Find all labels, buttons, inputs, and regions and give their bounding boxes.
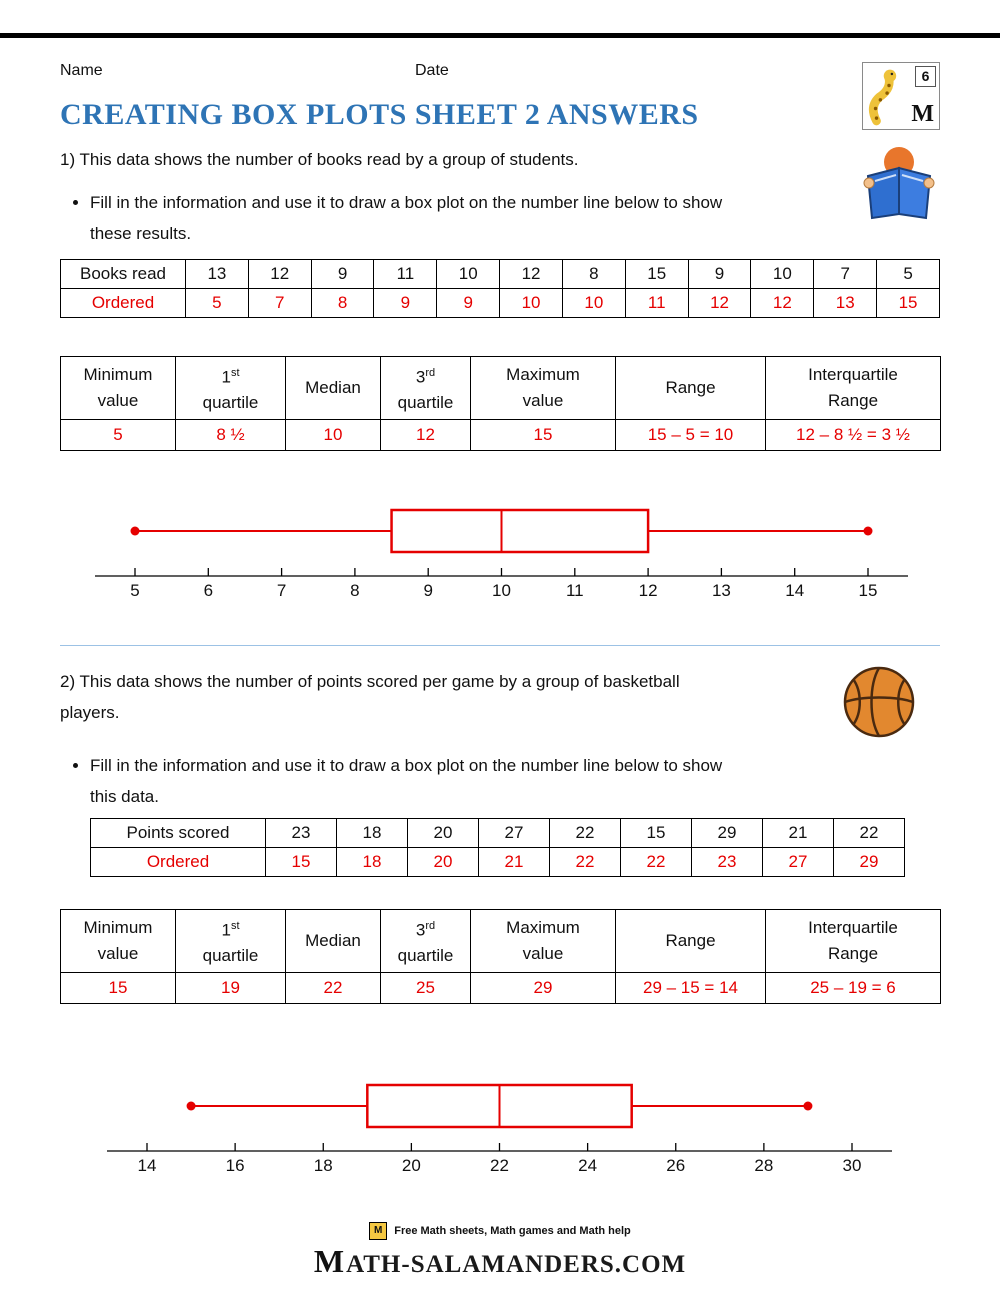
table-cell: 12 xyxy=(688,289,751,318)
content xyxy=(0,38,1000,1280)
max-dot xyxy=(803,1102,812,1111)
stat-value: 5 xyxy=(61,420,176,451)
axis-tick-label: 7 xyxy=(276,581,287,600)
date-label: Date xyxy=(415,62,449,79)
stat-value: 29 xyxy=(471,973,616,1004)
footer-tagline: Free Math sheets, Math games and Math help xyxy=(394,1225,631,1237)
stats-values-row xyxy=(61,973,941,1004)
table-cell: 13 xyxy=(814,289,877,318)
stat-value: 29 – 15 = 14 xyxy=(616,973,766,1004)
axis-tick-label: 28 xyxy=(754,1156,774,1175)
table-cell: 12 xyxy=(751,289,814,318)
row-label: Ordered xyxy=(61,289,186,318)
footer xyxy=(60,1222,940,1280)
table-cell: 18 xyxy=(337,848,408,877)
question-1-bullets xyxy=(90,187,940,249)
table-row xyxy=(91,848,905,877)
stats-header-q3: 3rd quartile xyxy=(381,357,471,420)
stats-header-q3: 3rd quartile xyxy=(381,910,471,973)
age-badge: 6 xyxy=(915,66,936,87)
axis-tick-label: 20 xyxy=(401,1156,421,1175)
table-cell: 15 xyxy=(621,819,692,848)
name-label: Name xyxy=(60,62,103,79)
stats-header-iqr: Interquartile Range xyxy=(766,357,941,420)
table-cell: 8 xyxy=(562,260,625,289)
table-cell: 10 xyxy=(751,260,814,289)
points-scored-table xyxy=(90,818,905,877)
logo-letter: M xyxy=(911,101,934,127)
stats-header-min: Minimum value xyxy=(61,910,176,973)
max-dot xyxy=(864,527,873,536)
row-label: Books read xyxy=(61,260,186,289)
axis-tick-label: 10 xyxy=(492,581,511,600)
table-cell: 5 xyxy=(877,260,940,289)
table-cell: 22 xyxy=(550,848,621,877)
axis-tick-label: 11 xyxy=(565,581,584,600)
table-cell: 29 xyxy=(834,848,905,877)
axis-tick-label: 15 xyxy=(858,581,878,600)
table-cell: 20 xyxy=(408,848,479,877)
stat-value: 12 – 8 ½ = 3 ½ xyxy=(766,420,941,451)
table-cell: 12 xyxy=(248,260,311,289)
table-cell: 9 xyxy=(688,260,751,289)
footer-site-name xyxy=(60,1243,940,1280)
instruction-bullet: • Fill in the information and use it to draw a box plot on the number line below to show these results. xyxy=(90,187,745,249)
stat-value: 12 xyxy=(381,420,471,451)
books-read-table xyxy=(60,259,940,318)
table-cell: 15 xyxy=(877,289,940,318)
stat-value: 25 xyxy=(381,973,471,1004)
table-cell: 22 xyxy=(621,848,692,877)
footer-mini-logo-icon: M xyxy=(369,1222,387,1240)
table-cell: 15 xyxy=(625,260,688,289)
axis-tick-label: 9 xyxy=(423,581,433,600)
table-cell: 12 xyxy=(500,260,563,289)
table-cell: 18 xyxy=(337,819,408,848)
table-cell: 7 xyxy=(814,260,877,289)
question-2-intro: 2) This data shows the number of points scored per game by a group of basketball players. xyxy=(60,672,680,722)
table-row xyxy=(91,819,905,848)
table-cell: 29 xyxy=(692,819,763,848)
table-row xyxy=(61,260,940,289)
table-cell: 8 xyxy=(311,289,374,318)
stats-header-row xyxy=(61,910,941,973)
boxplot-points-scored xyxy=(60,1056,940,1186)
stats-header-q1: 1st quartile xyxy=(176,910,286,973)
stats-header-row xyxy=(61,357,941,420)
stats-header-q1: 1st quartile xyxy=(176,357,286,420)
table-cell: 22 xyxy=(550,819,621,848)
axis-tick-label: 22 xyxy=(490,1156,509,1175)
table-cell: 10 xyxy=(437,260,500,289)
table-cell: 27 xyxy=(479,819,550,848)
section-divider xyxy=(60,645,940,646)
axis-tick-label: 16 xyxy=(225,1156,245,1175)
axis-tick-label: 6 xyxy=(203,581,214,600)
row-label: Ordered xyxy=(91,848,266,877)
axis-tick-label: 8 xyxy=(350,581,360,600)
stat-value: 19 xyxy=(176,973,286,1004)
table-cell: 11 xyxy=(625,289,688,318)
table-cell: 22 xyxy=(834,819,905,848)
stat-value: 15 – 5 = 10 xyxy=(616,420,766,451)
stat-value: 8 ½ xyxy=(176,420,286,451)
axis-tick-label: 30 xyxy=(842,1156,862,1175)
stat-value: 10 xyxy=(286,420,381,451)
table-cell: 13 xyxy=(186,260,249,289)
table-cell: 23 xyxy=(692,848,763,877)
table-cell: 10 xyxy=(500,289,563,318)
table-row xyxy=(61,289,940,318)
axis-tick-label: 5 xyxy=(130,581,140,600)
stats-header-min: Minimum value xyxy=(61,357,176,420)
instruction-bullet: • Fill in the information and use it to draw a box plot on the number line below to show this data. xyxy=(90,750,745,812)
stat-value: 25 – 19 = 6 xyxy=(766,973,941,1004)
table-cell: 20 xyxy=(408,819,479,848)
table-cell: 23 xyxy=(266,819,337,848)
stats-table-points xyxy=(60,909,941,1004)
axis-tick-label: 13 xyxy=(711,581,731,600)
table-cell: 9 xyxy=(437,289,500,318)
stats-header-range: Range xyxy=(616,910,766,973)
iqr-box xyxy=(392,510,649,552)
page-title: CREATING BOX PLOTS SHEET 2 ANSWERS xyxy=(60,98,699,131)
table-cell: 9 xyxy=(374,289,437,318)
table-cell: 15 xyxy=(266,848,337,877)
name-date-row xyxy=(60,62,940,82)
stats-header-max: Maximum value xyxy=(471,357,616,420)
stats-header-max: Maximum value xyxy=(471,910,616,973)
table-cell: 21 xyxy=(763,819,834,848)
stats-table-books xyxy=(60,356,941,451)
footer-salamander-m-icon: M xyxy=(313,1243,346,1279)
table-cell: 7 xyxy=(248,289,311,318)
stats-header-range: Range xyxy=(616,357,766,420)
table-cell: 9 xyxy=(311,260,374,289)
stat-value: 15 xyxy=(61,973,176,1004)
question-2-bullets xyxy=(90,750,940,812)
stat-value: 15 xyxy=(471,420,616,451)
stat-value: 22 xyxy=(286,973,381,1004)
table-cell: 21 xyxy=(479,848,550,877)
axis-tick-label: 18 xyxy=(313,1156,333,1175)
footer-site-text: ATH-SALAMANDERS.COM xyxy=(346,1251,687,1278)
stats-values-row xyxy=(61,420,941,451)
boxplot-books-read xyxy=(60,481,940,611)
table-cell: 11 xyxy=(374,260,437,289)
min-dot xyxy=(187,1102,196,1111)
axis-tick-label: 12 xyxy=(638,581,658,600)
row-label: Points scored xyxy=(91,819,266,848)
table-cell: 5 xyxy=(186,289,249,318)
stats-header-median: Median xyxy=(286,910,381,973)
stats-header-iqr: Interquartile Range xyxy=(766,910,941,973)
axis-tick-label: 14 xyxy=(137,1156,157,1175)
question-1-intro: 1) This data shows the number of books read by a group of students. xyxy=(60,150,579,169)
table-cell: 10 xyxy=(562,289,625,318)
min-dot xyxy=(131,527,140,536)
footer-tagline-row xyxy=(60,1222,940,1240)
stats-header-median: Median xyxy=(286,357,381,420)
axis-tick-label: 26 xyxy=(666,1156,686,1175)
axis-tick-label: 24 xyxy=(578,1156,598,1175)
axis-tick-label: 14 xyxy=(785,581,805,600)
table-cell: 27 xyxy=(763,848,834,877)
